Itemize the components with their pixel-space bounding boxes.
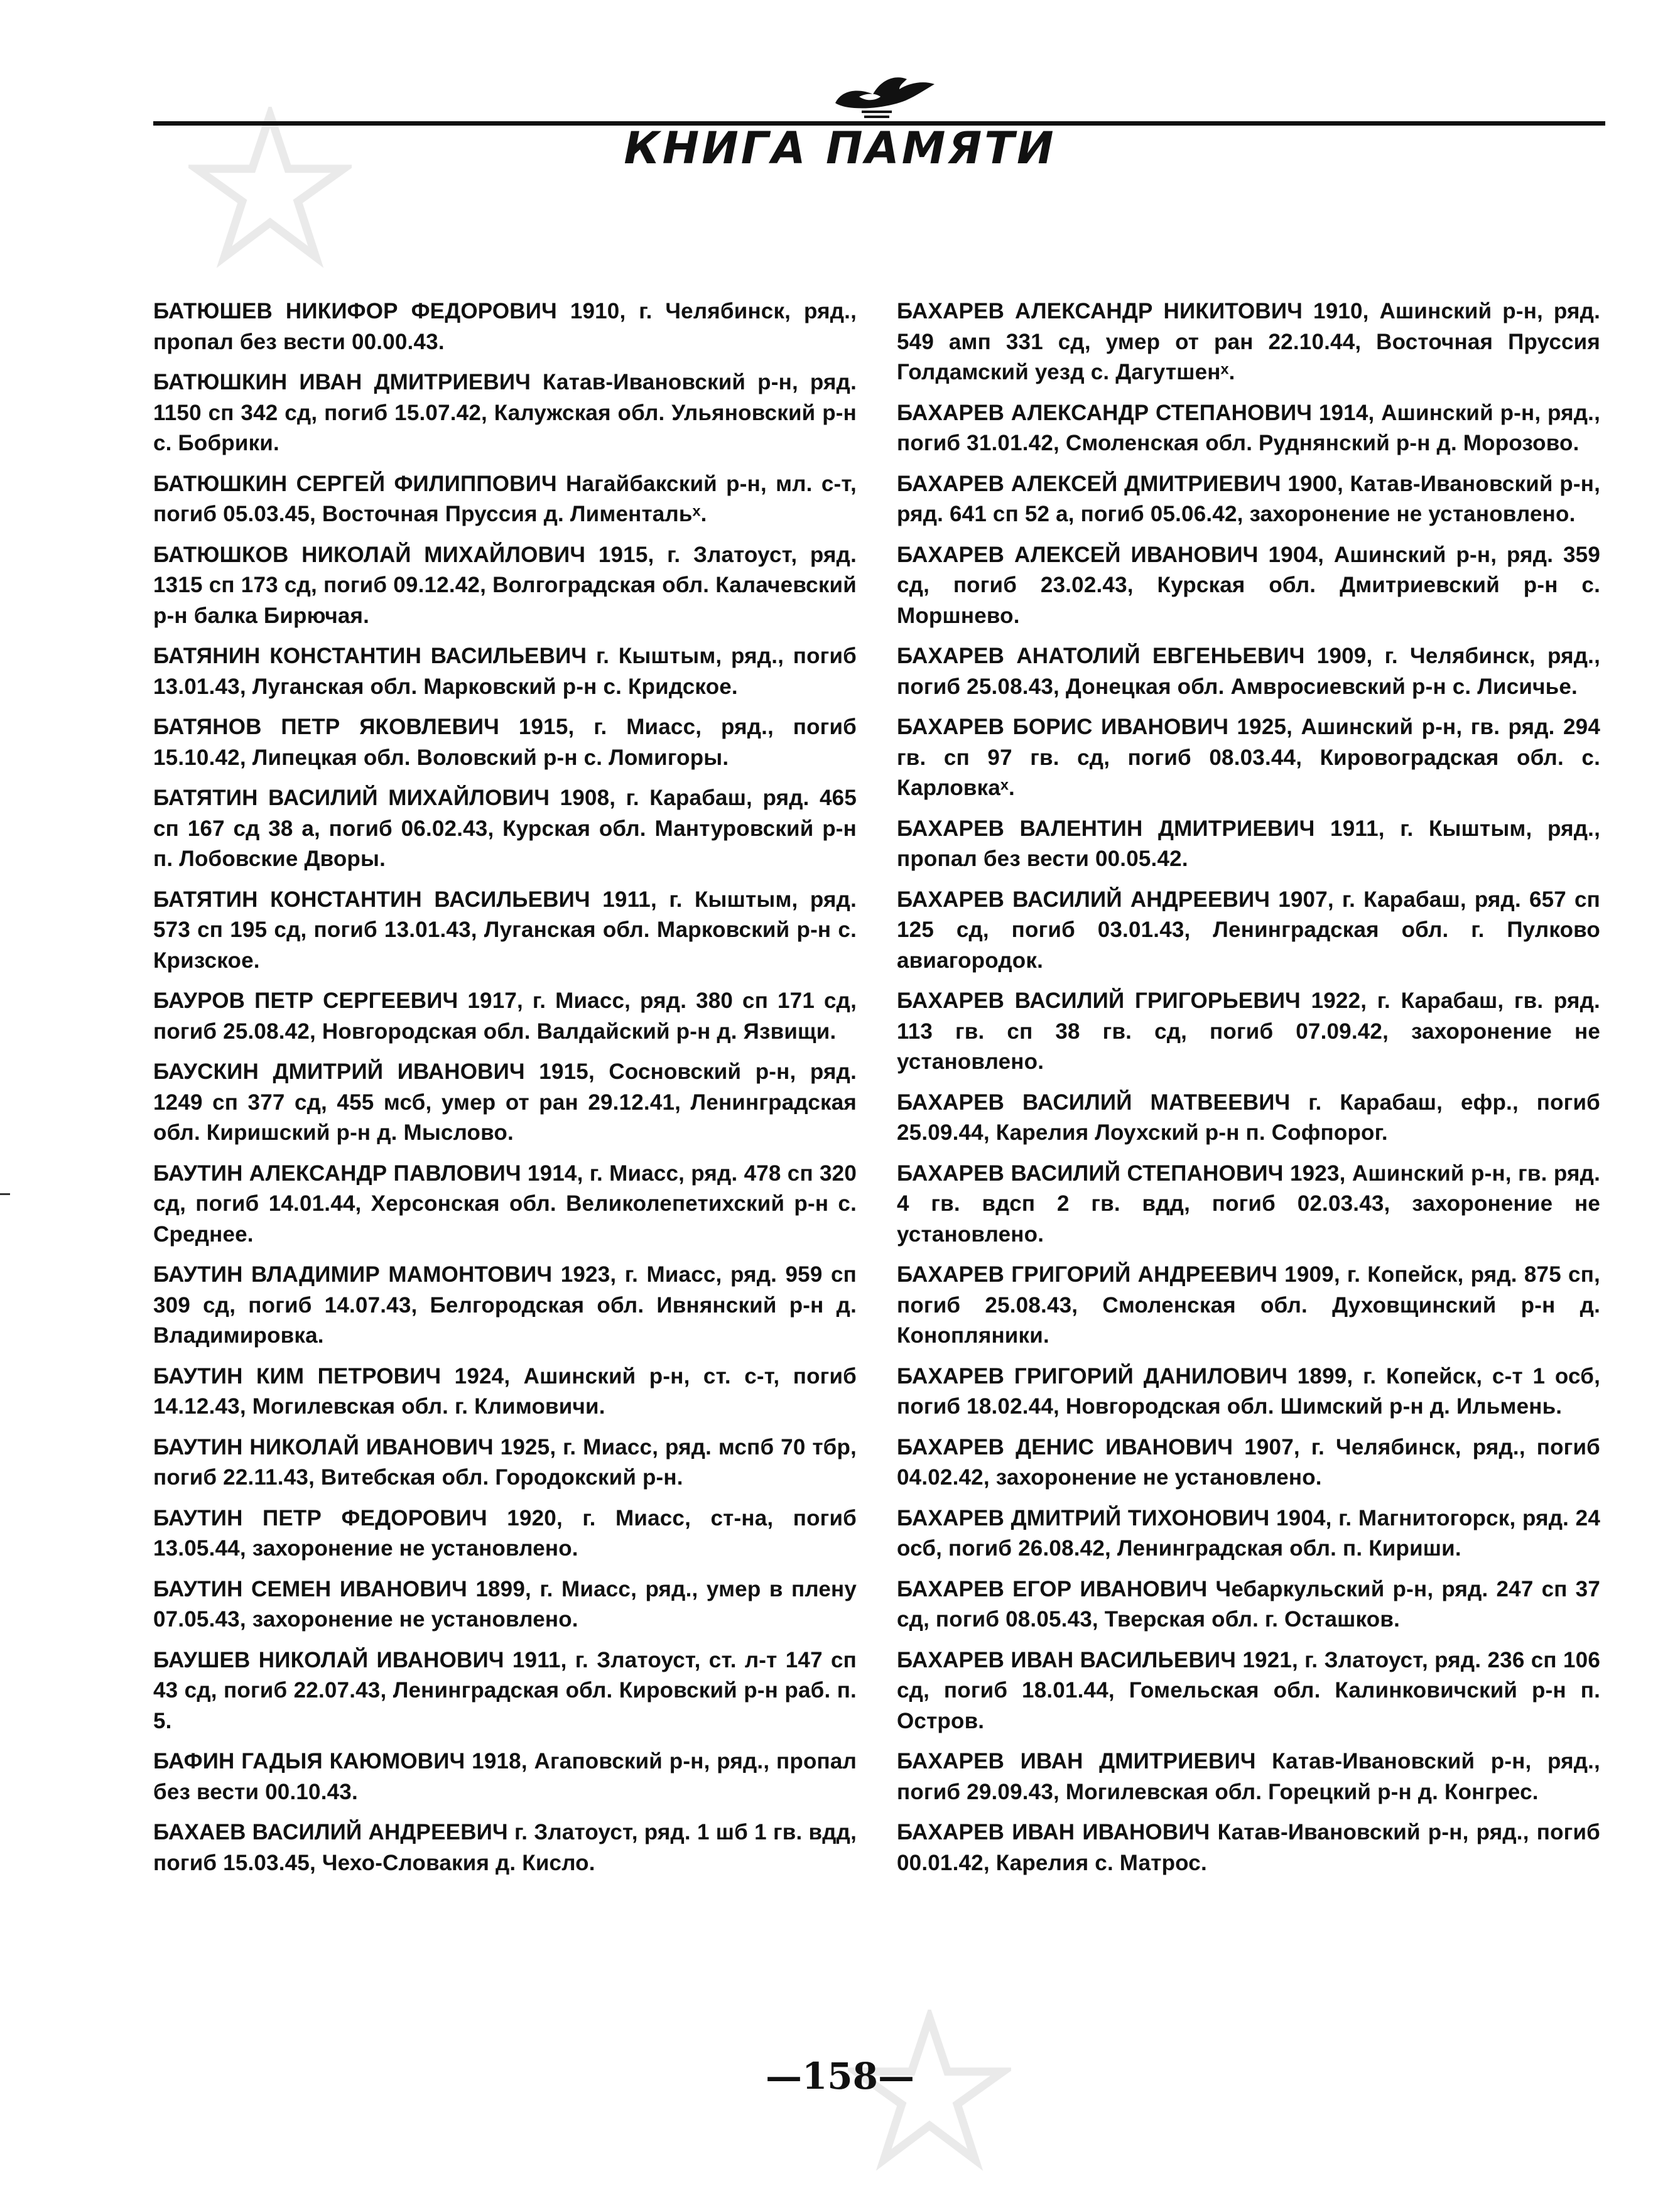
memorial-entry: БАТЮШКОВ НИКОЛАЙ МИХАЙЛОВИЧ 1915, г. Златоуст, ряд. 1315 сп 173 сд, погиб 09.12.42, Волгоградская обл. Калачевский р-н балка Бирючая. <box>153 542 857 628</box>
memorial-entry: БАУСКИН ДМИТРИЙ ИВАНОВИЧ 1915, Сосновский р-н, ряд. 1249 сп 377 сд, 455 мсб, умер от ран 29.12.41, Ленинградская обл. Киришский р-н д. Мыслово. <box>153 1059 857 1145</box>
memorial-entry: БАХАРЕВ АЛЕКСАНДР СТЕПАНОВИЧ 1914, Ашинский р-н, ряд., погиб 31.01.42, Смоленская обл. Руднянский р-н д. Морозово. <box>897 400 1600 455</box>
memorial-entry: БАТЮШКИН СЕРГЕЙ ФИЛИППОВИЧ Нагайбакский р-н, мл. с-т, погиб 05.03.45, Восточная Пруссия д. Лиментальˣ. <box>153 471 857 526</box>
memorial-entry: БАУТИН СЕМЕН ИВАНОВИЧ 1899, г. Миасс, ряд., умер в плену 07.05.43, захоронение не установлено. <box>153 1576 857 1632</box>
memorial-entry: БАХАРЕВ ВАЛЕНТИН ДМИТРИЕВИЧ 1911, г. Кыштым, ряд., пропал без вести 00.05.42. <box>897 816 1600 871</box>
memorial-entry: БАХАРЕВ ИВАН ДМИТРИЕВИЧ Катав-Ивановский р-н, ряд., погиб 29.09.43, Могилевская обл. Горецкий р-н д. Конгрес. <box>897 1749 1600 1804</box>
memorial-entry: БАФИН ГАДЫЯ КАЮМОВИЧ 1918, Агаповский р-н, ряд., пропал без вести 00.10.43. <box>153 1749 857 1804</box>
memorial-entry: БАТЮШКИН ИВАН ДМИТРИЕВИЧ Катав-Ивановский р-н, ряд. 1150 сп 342 сд, погиб 15.07.42, Калужская обл. Ульяновский р-н с. Бобрики. <box>153 370 857 455</box>
memorial-entry: БАУШЕВ НИКОЛАЙ ИВАНОВИЧ 1911, г. Златоуст, ст. л-т 147 сп 43 сд, погиб 22.07.43, Ленинградская обл. Кировский р-н раб. п. 5. <box>153 1647 857 1733</box>
book-title: КНИГА ПАМЯТИ <box>624 122 1056 174</box>
memorial-entry: БАХАРЕВ ВАСИЛИЙ ГРИГОРЬЕВИЧ 1922, г. Карабаш, гв. ряд. 113 гв. сп 38 гв. сд, погиб 07.09.42, захоронение не установлено. <box>897 988 1600 1074</box>
memorial-entry: БАХАРЕВ ГРИГОРИЙ АНДРЕЕВИЧ 1909, г. Копейск, ряд. 875 сп, погиб 25.08.43, Смоленская обл. Духовщинский р-н д. Конопляники. <box>897 1262 1600 1348</box>
memorial-entry: БАУТИН ПЕТР ФЕДОРОВИЧ 1920, г. Миасс, ст-на, погиб 13.05.44, захоронение не установлено. <box>153 1505 857 1561</box>
memorial-entry: БАХАЕВ ВАСИЛИЙ АНДРЕЕВИЧ г. Златоуст, ряд. 1 шб 1 гв. вдд, погиб 15.03.45, Чехо-Словакия д. Кисло. <box>153 1820 857 1875</box>
memorial-entry: БАТЮШЕВ НИКИФОР ФЕДОРОВИЧ 1910, г. Челябинск, ряд., пропал без вести 00.00.43. <box>153 299 857 354</box>
memorial-entry: БАХАРЕВ ЕГОР ИВАНОВИЧ Чебаркульский р-н, ряд. 247 сп 37 сд, погиб 08.05.43, Тверская обл. г. Осташков. <box>897 1576 1600 1632</box>
eternal-flame-icon <box>829 64 939 121</box>
memorial-entry: БАХАРЕВ ИВАН ВАСИЛЬЕВИЧ 1921, г. Златоуст, ряд. 236 сп 106 сд, погиб 18.01.44, Гомельская обл. Калинковичский р-н п. Остров. <box>897 1647 1600 1733</box>
memorial-entry: БАУТИН НИКОЛАЙ ИВАНОВИЧ 1925, г. Миасс, ряд. мспб 70 тбр, погиб 22.11.43, Витебская обл. Городокский р-н. <box>153 1434 857 1490</box>
memorial-entry: БАХАРЕВ ДЕНИС ИВАНОВИЧ 1907, г. Челябинск, ряд., погиб 04.02.42, захоронение не установлено. <box>897 1434 1600 1490</box>
memorial-entry: БАУРОВ ПЕТР СЕРГЕЕВИЧ 1917, г. Миасс, ряд. 380 сп 171 сд, погиб 25.08.42, Новгородская обл. Валдайский р-н д. Язвищи. <box>153 988 857 1044</box>
memorial-entry: БАТЯНОВ ПЕТР ЯКОВЛЕВИЧ 1915, г. Миасс, ряд., погиб 15.10.42, Липецкая обл. Воловский р-н с. Ломигоры. <box>153 715 857 770</box>
memorial-entry: БАХАРЕВ БОРИС ИВАНОВИЧ 1925, Ашинский р-н, гв. ряд. 294 гв. сп 97 гв. сд, погиб 08.03.44, Кировоградская обл. с. Карловкаˣ. <box>897 715 1600 800</box>
memorial-entry: БАХАРЕВ АЛЕКСЕЙ ИВАНОВИЧ 1904, Ашинский р-н, ряд. 359 сд, погиб 23.02.43, Курская обл. Дмитриевский р-н с. Моршнево. <box>897 542 1600 628</box>
memorial-entry: БАХАРЕВ ВАСИЛИЙ МАТВЕЕВИЧ г. Карабаш, ефр., погиб 25.09.44, Карелия Лоухский р-н п. Софпорог. <box>897 1090 1600 1145</box>
memorial-entry: БАТЯТИН КОНСТАНТИН ВАСИЛЬЕВИЧ 1911, г. Кыштым, ряд. 573 сп 195 сд, погиб 13.01.43, Луганская обл. Марковский р-н с. Кризское. <box>153 887 857 973</box>
memorial-entry: БАХАРЕВ АНАТОЛИЙ ЕВГЕНЬЕВИЧ 1909, г. Челябинск, ряд., погиб 25.08.43, Донецкая обл. Амвросиевский р-н с. Лисичье. <box>897 644 1600 699</box>
memorial-entry: БАХАРЕВ ВАСИЛИЙ СТЕПАНОВИЧ 1923, Ашинский р-н, гв. ряд. 4 гв. вдсп 2 гв. вдд, погиб 02.03.43, захоронение не установлено. <box>897 1161 1600 1247</box>
memorial-entry: БАХАРЕВ ВАСИЛИЙ АНДРЕЕВИЧ 1907, г. Карабаш, ряд. 657 сп 125 сд, погиб 03.01.43, Ленинградская обл. г. Пулково авиагородок. <box>897 887 1600 973</box>
memorial-entry: БАТЯТИН ВАСИЛИЙ МИХАЙЛОВИЧ 1908, г. Карабаш, ряд. 465 сп 167 сд 38 а, погиб 06.02.43, Курская обл. Мантуровский р-н п. Лобовские Дворы. <box>153 786 857 871</box>
memorial-entry: БАХАРЕВ АЛЕКСЕЙ ДМИТРИЕВИЧ 1900, Катав-Ивановский р-н, ряд. 641 сп 52 а, погиб 05.06.42, захоронение не установлено. <box>897 471 1600 526</box>
memorial-entry: БАУТИН КИМ ПЕТРОВИЧ 1924, Ашинский р-н, ст. с-т, погиб 14.12.43, Могилевская обл. г. Климовичи. <box>153 1363 857 1419</box>
right-column <box>897 296 1600 1888</box>
memorial-entry: БАХАРЕВ АЛЕКСАНДР НИКИТОВИЧ 1910, Ашинский р-н, ряд. 549 амп 331 сд, умер от ран 22.10.44, Восточная Пруссия Голдамский уезд с. Дагутшенˣ. <box>897 299 1600 384</box>
margin-tick <box>0 1193 10 1195</box>
page-number: —158— <box>765 2055 915 2098</box>
memorial-entry: БАУТИН АЛЕКСАНДР ПАВЛОВИЧ 1914, г. Миасс, ряд. 478 сп 320 сд, погиб 14.01.44, Херсонская обл. Великолепетихский р-н с. Среднее. <box>153 1161 857 1247</box>
left-column <box>153 296 857 1888</box>
memorial-entry: БАХАРЕВ ГРИГОРИЙ ДАНИЛОВИЧ 1899, г. Копейск, с-т 1 осб, погиб 18.02.44, Новгородская обл. Шимский р-н д. Ильмень. <box>897 1363 1600 1419</box>
memorial-entry: БАХАРЕВ ДМИТРИЙ ТИХОНОВИЧ 1904, г. Магнитогорск, ряд. 24 осб, погиб 26.08.42, Ленинградская обл. п. Кириши. <box>897 1505 1600 1561</box>
memorial-entry: БАТЯНИН КОНСТАНТИН ВАСИЛЬЕВИЧ г. Кыштым, ряд., погиб 13.01.43, Луганская обл. Марковский р-н с. Кридское. <box>153 644 857 699</box>
memorial-entry: БАУТИН ВЛАДИМИР МАМОНТОВИЧ 1923, г. Миасс, ряд. 959 сп 309 сд, погиб 14.07.43, Белгородская обл. Ивнянский р-н д. Владимировка. <box>153 1262 857 1348</box>
memorial-entry: БАХАРЕВ ИВАН ИВАНОВИЧ Катав-Ивановский р-н, ряд., погиб 00.01.42, Карелия с. Матрос. <box>897 1820 1600 1875</box>
